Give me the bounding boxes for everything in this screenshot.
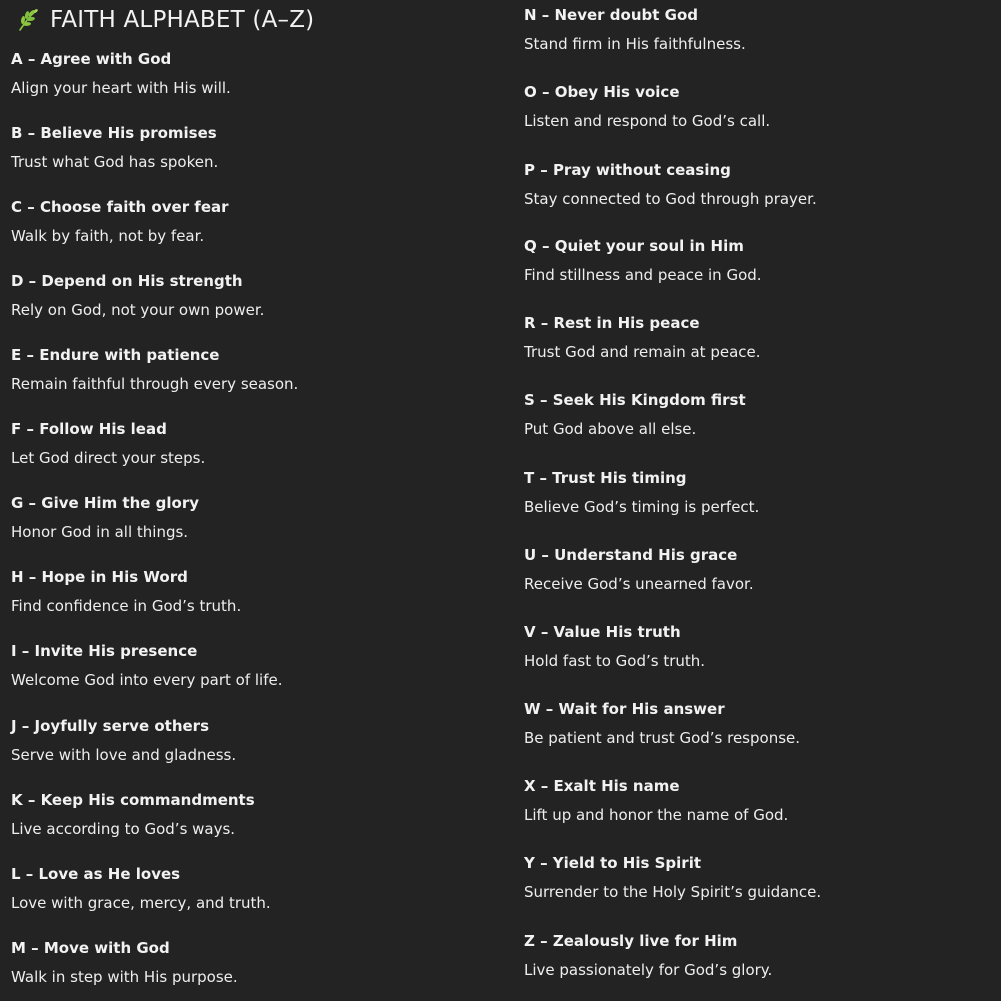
entry-description: Receive God’s unearned favor.: [524, 575, 754, 593]
entry-z: [524, 931, 772, 980]
entry-heading: D – Depend on His strength: [11, 272, 243, 290]
entry-description: Live according to God’s ways.: [11, 820, 236, 838]
entry-description: Serve with love and gladness.: [11, 746, 237, 764]
entry-description: Surrender to the Holy Spirit’s guidance.: [524, 883, 822, 901]
entry-description: Live passionately for God’s glory.: [524, 961, 773, 979]
entry-heading: F – Follow His lead: [11, 420, 167, 438]
entry-heading: H – Hope in His Word: [11, 568, 188, 586]
entry-g: [11, 493, 199, 542]
entry-description: Find stillness and peace in God.: [524, 266, 762, 284]
entry-c: [11, 197, 229, 246]
entry-k: [11, 790, 255, 839]
entry-heading: W – Wait for His answer: [524, 700, 725, 718]
entry-heading: I – Invite His presence: [11, 642, 198, 660]
entry-heading: B – Believe His promises: [11, 124, 217, 142]
entry-heading: C – Choose faith over fear: [11, 198, 229, 216]
entry-b: [11, 123, 218, 172]
entry-s: [524, 390, 746, 439]
entry-description: Walk by faith, not by fear.: [11, 227, 205, 245]
entry-p: [524, 160, 817, 209]
entry-description: Welcome God into every part of life.: [11, 671, 283, 689]
entry-description: Align your heart with His will.: [11, 79, 231, 97]
entry-description: Walk in step with His purpose.: [11, 968, 238, 986]
entry-y: [524, 853, 821, 902]
entry-d: [11, 271, 264, 320]
entry-description: Stay connected to God through prayer.: [524, 190, 817, 208]
entry-description: Hold fast to God’s truth.: [524, 652, 706, 670]
entry-r: [524, 313, 761, 362]
entry-n: [524, 5, 746, 54]
entry-i: [11, 641, 283, 690]
entry-j: [11, 716, 236, 765]
entry-heading: U – Understand His grace: [524, 546, 738, 564]
entry-description: Love with grace, mercy, and truth.: [11, 894, 271, 912]
entry-description: Be patient and trust God’s response.: [524, 729, 801, 747]
entry-q: [524, 236, 762, 285]
entry-e: [11, 345, 298, 394]
page-title: [14, 4, 314, 36]
entry-m: [11, 938, 238, 987]
entry-heading: O – Obey His voice: [524, 83, 680, 101]
entry-o: [524, 82, 770, 131]
entry-heading: N – Never doubt God: [524, 6, 699, 24]
entry-h: [11, 567, 241, 616]
entry-w: [524, 699, 800, 748]
entry-heading: X – Exalt His name: [524, 777, 680, 795]
entry-description: Honor God in all things.: [11, 523, 189, 541]
entry-description: Put God above all else.: [524, 420, 697, 438]
entry-heading: K – Keep His commandments: [11, 791, 255, 809]
entry-v: [524, 622, 705, 671]
entry-description: Stand firm in His faithfulness.: [524, 35, 746, 53]
entry-u: [524, 545, 754, 594]
entry-heading: L – Love as He loves: [11, 865, 181, 883]
entry-heading: T – Trust His timing: [524, 469, 687, 487]
entry-heading: Q – Quiet your soul in Him: [524, 237, 744, 255]
entry-heading: V – Value His truth: [524, 623, 681, 641]
entry-description: Trust God and remain at peace.: [524, 343, 761, 361]
entry-heading: M – Move with God: [11, 939, 170, 957]
entry-description: Believe God’s timing is perfect.: [524, 498, 760, 516]
title-text: FAITH ALPHABET (A–Z): [50, 7, 315, 33]
entry-description: Listen and respond to God’s call.: [524, 112, 771, 130]
entry-heading: A – Agree with God: [11, 50, 172, 68]
entry-description: Remain faithful through every season.: [11, 375, 299, 393]
entry-description: Rely on God, not your own power.: [11, 301, 265, 319]
entry-heading: P – Pray without ceasing: [524, 161, 731, 179]
entry-description: Trust what God has spoken.: [11, 153, 219, 171]
entry-a: [11, 49, 231, 98]
entry-heading: J – Joyfully serve others: [11, 717, 210, 735]
entry-f: [11, 419, 205, 468]
leaf-icon: [14, 6, 42, 34]
entry-heading: Y – Yield to His Spirit: [524, 854, 702, 872]
entry-description: Find confidence in God’s truth.: [11, 597, 242, 615]
entry-description: Lift up and honor the name of God.: [524, 806, 789, 824]
entry-x: [524, 776, 788, 825]
entry-heading: S – Seek His Kingdom first: [524, 391, 746, 409]
entry-t: [524, 468, 759, 517]
entry-heading: G – Give Him the glory: [11, 494, 200, 512]
entry-heading: R – Rest in His peace: [524, 314, 700, 332]
entry-l: [11, 864, 271, 913]
entry-heading: Z – Zealously live for Him: [524, 932, 738, 950]
entry-description: Let God direct your steps.: [11, 449, 206, 467]
entry-heading: E – Endure with patience: [11, 346, 220, 364]
